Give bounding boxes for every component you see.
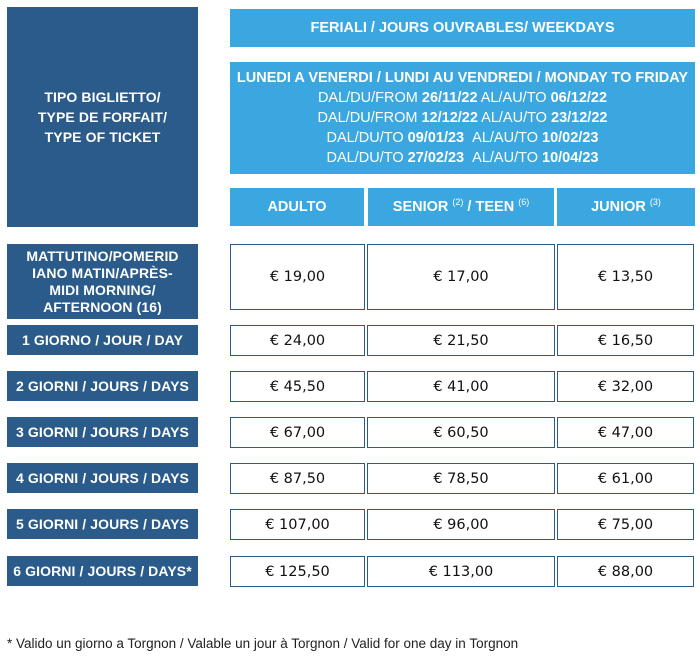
- price-half-day-senior: € 17,00: [367, 244, 555, 310]
- period-banner: [230, 62, 695, 174]
- price-5-days-adult: € 107,00: [230, 509, 365, 540]
- period-3: DAL/DU/TO 09/01/23 AL/AU/TO 10/02/23: [326, 130, 599, 146]
- price-2-days-adult: € 45,50: [230, 371, 365, 402]
- row-label-4-days: 4 GIORNI / JOURS / DAYS: [7, 463, 198, 493]
- ticket-type-line-2: TYPE DE FORFAIT/: [37, 109, 168, 125]
- row-label-1-day: 1 GIORNO / JOUR / DAY: [7, 325, 198, 355]
- ticket-type-line-3: TYPE OF TICKET: [44, 129, 161, 145]
- price-6-days-senior: € 113,00: [367, 556, 555, 587]
- price-4-days-senior: € 78,50: [367, 463, 555, 494]
- row-label-6-days: 6 GIORNI / JOURS / DAYS*: [7, 556, 198, 586]
- row-label-2-days: 2 GIORNI / JOURS / DAYS: [7, 371, 198, 401]
- price-3-days-junior: € 47,00: [557, 417, 694, 448]
- price-6-days-adult: € 125,50: [230, 556, 365, 587]
- price-6-days-junior: € 88,00: [557, 556, 694, 587]
- period-1: DAL/DU/FROM 26/11/22 AL/AU/TO 06/12/22: [317, 90, 608, 106]
- price-half-day-junior: € 13,50: [557, 244, 694, 310]
- price-5-days-senior: € 96,00: [367, 509, 555, 540]
- period-2: DAL/DU/FROM 12/12/22 AL/AU/TO 23/12/22: [317, 110, 608, 126]
- price-3-days-adult: € 67,00: [230, 417, 365, 448]
- price-1-day-adult: € 24,00: [230, 325, 365, 356]
- ticket-type-line-1: TIPO BIGLIETTO/: [44, 89, 161, 105]
- price-5-days-junior: € 75,00: [557, 509, 694, 540]
- col-header-adult: ADULTO: [230, 188, 364, 226]
- row-label-3-days: 3 GIORNI / JOURS / DAYS: [7, 417, 198, 447]
- period-4: DAL/DU/TO 27/02/23 AL/AU/TO 10/04/23: [326, 150, 599, 166]
- price-4-days-adult: € 87,50: [230, 463, 365, 494]
- price-2-days-junior: € 32,00: [557, 371, 694, 402]
- ticket-type-header: [7, 7, 198, 227]
- col-header-senior-teen: SENIOR $^{(2)}$ / TEEN $^{(6)}$: [368, 188, 554, 226]
- row-label-half-day: MATTUTINO/POMERID IANO MATIN/APRÈS- MIDI MORNING/ AFTERNOON (16): [7, 244, 198, 319]
- weekdays-label: FERIALI / JOURS OUVRABLES/ WEEKDAYS: [310, 20, 615, 36]
- price-2-days-senior: € 41,00: [367, 371, 555, 402]
- days-line: LUNEDI A VENERDI / LUNDI AU VENDREDI / MONDAY TO FRIDAY: [236, 70, 689, 86]
- price-4-days-junior: € 61,00: [557, 463, 694, 494]
- price-half-day-adult: € 19,00: [230, 244, 365, 310]
- footnote: * Valido un giorno a Torgnon / Valable un jour à Torgnon / Valid for one day in Torgnon: [7, 636, 519, 651]
- row-label-5-days: 5 GIORNI / JOURS / DAYS: [7, 509, 198, 539]
- price-1-day-senior: € 21,50: [367, 325, 555, 356]
- col-header-junior: JUNIOR $^{(3)}$: [557, 188, 695, 226]
- price-3-days-senior: € 60,50: [367, 417, 555, 448]
- price-1-day-junior: € 16,50: [557, 325, 694, 356]
- weekdays-banner: [230, 9, 695, 47]
